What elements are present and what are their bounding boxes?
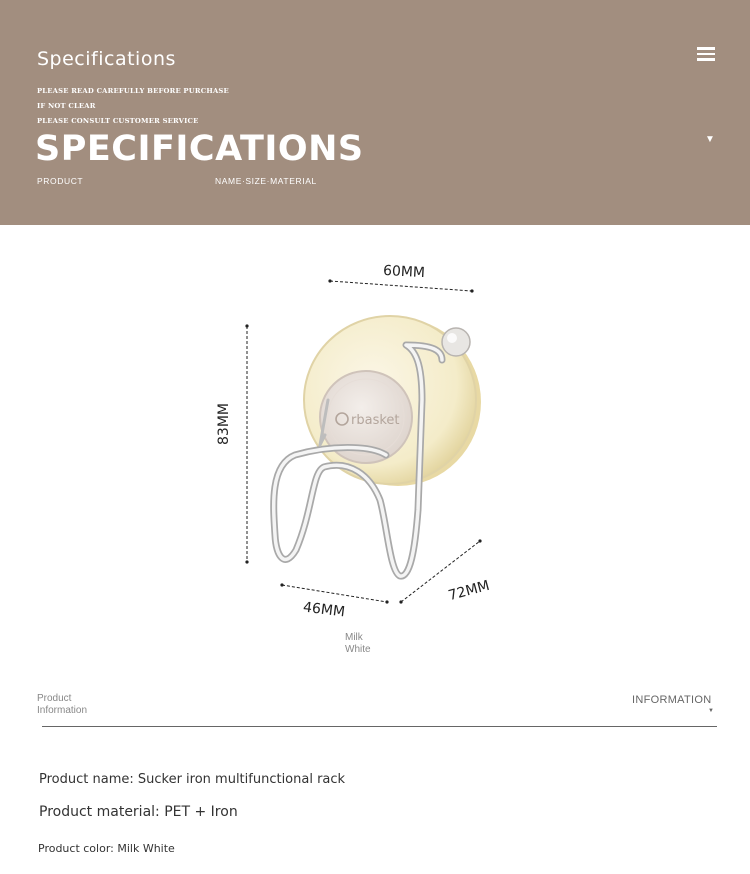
name-size-material-subtitle: NAME·SIZE·MATERIAL xyxy=(215,176,317,186)
triangle-down-icon: ▼ xyxy=(708,708,714,714)
header-banner xyxy=(0,0,750,225)
dimension-bottom-left-label: 46MM xyxy=(302,599,346,621)
product-subtitle: PRODUCT xyxy=(37,176,84,186)
specifications-heading: SPECIFICATIONS xyxy=(35,129,364,169)
triangle-down-icon: ▼ xyxy=(705,134,715,145)
note-line: PLEASE CONSULT CUSTOMER SERVICE xyxy=(37,117,199,125)
dimension-line-bottom-left xyxy=(282,585,387,602)
brand-logo: rbasket xyxy=(351,413,400,428)
header-title: Specifications xyxy=(37,48,176,70)
product-color: Product color: Milk White xyxy=(38,842,175,855)
color-label: Milk White xyxy=(345,632,371,655)
note-line: PLEASE READ CAREFULLY BEFORE PURCHASE xyxy=(37,87,229,95)
product-name: Product name: Sucker iron multifunctional rack xyxy=(39,772,346,787)
information-label: INFORMATION xyxy=(632,694,712,706)
product-illustration xyxy=(200,250,520,630)
dimension-left-label: 83MM xyxy=(215,403,232,445)
dimension-line-top xyxy=(330,281,472,291)
release-knob xyxy=(442,328,470,356)
purchase-notes xyxy=(37,84,229,129)
divider xyxy=(42,726,717,727)
dimension-bottom-right-label: 72MM xyxy=(446,577,492,605)
hamburger-menu-icon[interactable] xyxy=(694,44,718,66)
product-information-label: Product Information xyxy=(37,693,88,716)
product-material: Product material: PET + Iron xyxy=(39,804,238,820)
dimension-top-label: 60MM xyxy=(382,262,426,282)
note-line: IF NOT CLEAR xyxy=(37,102,96,110)
